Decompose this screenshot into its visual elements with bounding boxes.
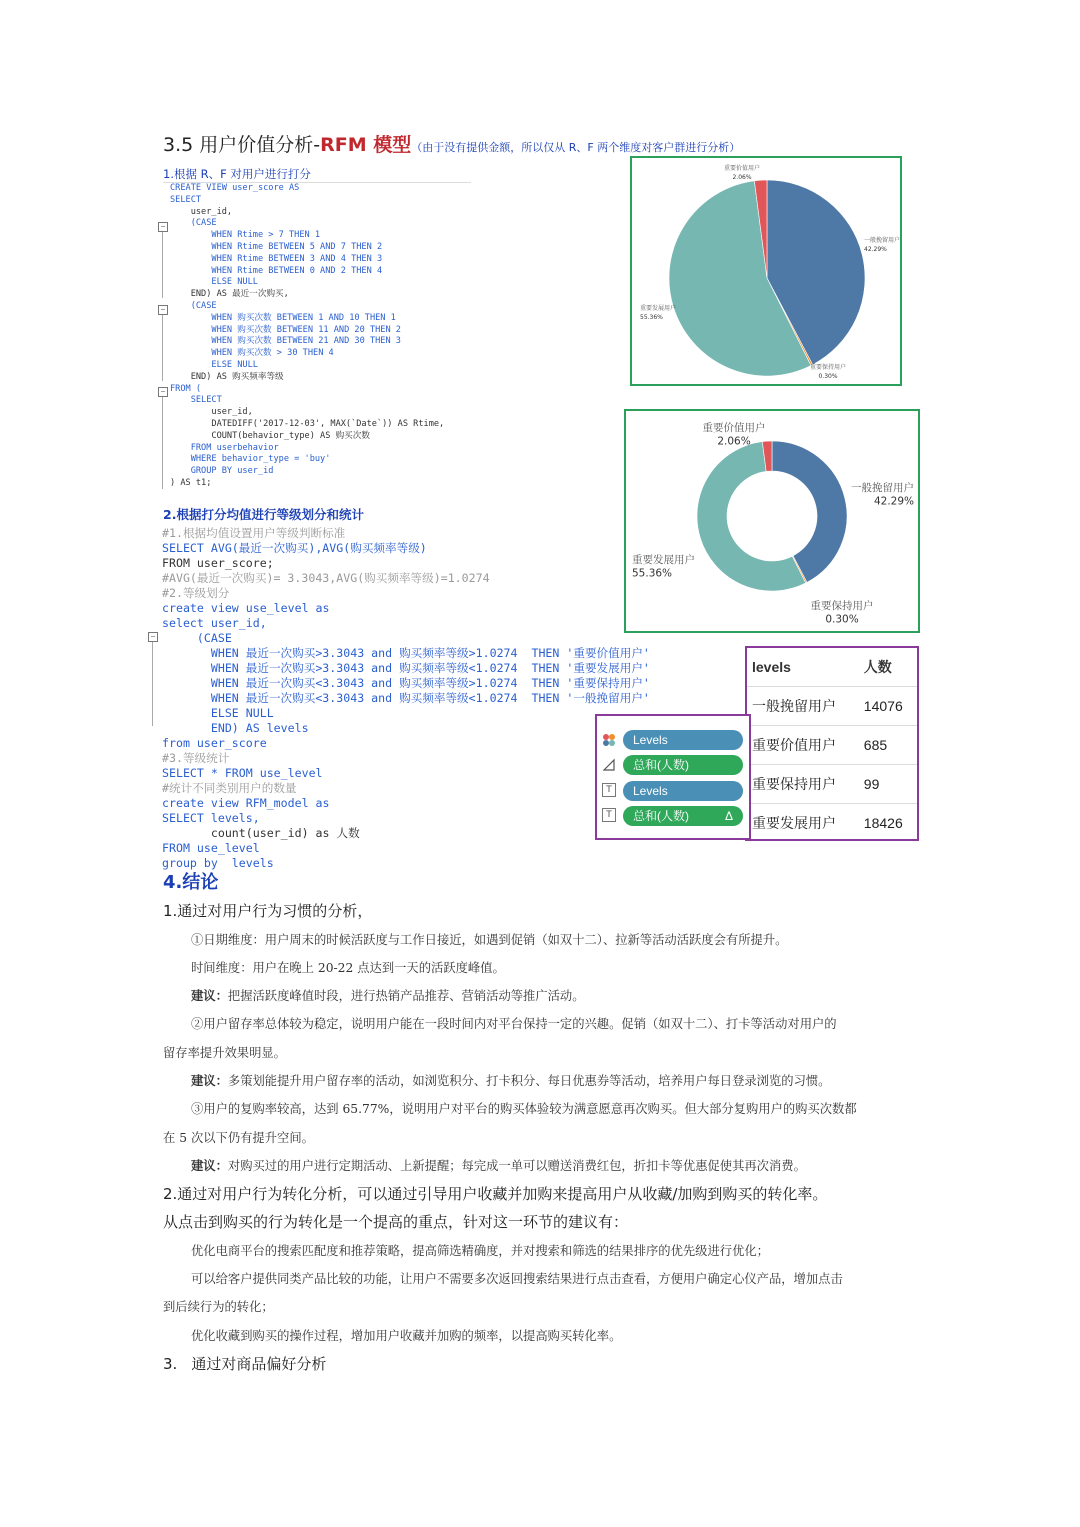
code-line: select user_id, [162,616,267,630]
code-block-2 [162,526,650,871]
code-line: user_id, [170,206,233,217]
fold-toggle[interactable]: − [148,632,158,642]
code-line: #1.根据均值设置用户等级判断标准 [162,526,346,540]
heading-prefix: 3.5 用户价值分析- [163,134,321,156]
slice-value-label: 2.06% [732,174,752,181]
code-block-1 [160,183,470,490]
paragraph: 优化收藏到购买的操作过程，增加用户收藏并加购的频率，以提高购买转化率。 [191,1329,622,1343]
conclusion-point-2: 2.通过对用户行为转化分析，可以通过引导用户收藏并加购来提高用户从收藏/加购到购买的转化率。 [163,1185,828,1203]
pie-chart-frame [630,156,902,386]
section-heading [163,130,740,157]
code-line: from user_score [162,736,267,750]
code-line: CREATE VIEW user_score AS [170,183,300,193]
sum-count-label-pill[interactable] [623,806,743,826]
slice-category-label: 重要保持用户 [810,600,874,612]
suggestion [191,1156,806,1174]
code-line: (CASE [170,300,217,311]
code-line: #2.等级划分 [162,586,230,600]
code-line: SELECT * FROM use_level [162,766,323,780]
cell-level: 一般挽留用户 [747,687,859,726]
code-line: SELECT [170,395,222,406]
slice-category-label: 重要保持用户 [809,364,847,371]
code-line: END) AS 购买频率等级 [170,371,284,382]
slice-category-label: 重要发展用户 [640,305,677,312]
color-dots-icon[interactable] [602,733,616,747]
paragraph: 在 5 次以下仍有提升空间。 [163,1131,314,1145]
donut-chart [626,411,918,631]
donut-chart-frame [624,409,920,633]
code-line: GROUP BY user_id [170,466,274,477]
code-line: WHEN 购买次数 BETWEEN 11 AND 20 THEN 2 [170,324,401,335]
code-line: WHEN 最近一次购买>3.3043 and 购买频率等级>1.0274 THEN '重要价值用户' [162,646,650,660]
levels-pill[interactable]: Levels [623,730,743,750]
suggestion-text: 多策划能提升用户留存率的活动，如浏览积分、打卡积分、每日优惠券等活动，培养用户每日登录浏览的习惯。 [227,1074,831,1088]
fold-toggle[interactable]: − [158,387,168,397]
code-line: WHEN Rtime > 7 THEN 1 [170,230,321,241]
code-line: ) AS t1; [170,477,212,488]
code-line: FROM use_level [162,841,260,855]
code-line: WHEN 最近一次购买>3.3043 and 购买频率等级<1.0274 THEN '重要发展用户' [162,661,650,675]
slice-value-label: 0.30% [818,373,838,380]
code-line: WHEN Rtime BETWEEN 3 AND 4 THEN 3 [170,253,383,264]
paragraph: 到后续行为的转化； [163,1300,274,1314]
code-line: WHEN Rtime BETWEEN 5 AND 7 THEN 2 [170,241,383,252]
levels-label-pill[interactable]: Levels [623,781,743,801]
paragraph: ①日期维度：用户周末的时候活跃度与工作日接近，如遇到促销（如双十二）、拉新等活动活跃度会有所提升。 [191,933,788,947]
levels-table [745,646,919,841]
code-line: FROM userbehavior [170,442,279,453]
code-line: user_id, [170,407,253,418]
code-line: WHEN Rtime BETWEEN 0 AND 2 THEN 4 [170,265,383,276]
code-line: (CASE [170,218,217,229]
code-line: WHEN 购买次数 BETWEEN 1 AND 10 THEN 1 [170,312,396,323]
code-line: #AVG(最近一次购买)= 3.3043,AVG(购买频率等级)=1.0274 [162,571,490,585]
slice-category-label: 一般挽留用户 [864,237,900,244]
angle-icon[interactable] [602,758,616,772]
code-line: ELSE NULL [162,706,274,720]
suggestion-text: 把握活跃度峰值时段，进行热销产品推荐、营销活动等推广活动。 [227,989,585,1003]
conclusion-point-3 [163,1353,326,1374]
table-row [747,804,917,843]
code-line: create view use_level as [162,601,330,615]
code-line: WHEN 最近一次购买<3.3043 and 购买频率等级>1.0274 THEN '重要保持用户' [162,676,650,690]
slice-value-label: 55.36% [632,567,673,580]
slice-value-label: 2.06% [717,435,751,448]
step2-title: 2.根据打分均值进行等级划分和统计 [163,507,364,522]
code-line: SELECT levels, [162,811,260,825]
slice-category-label: 重要价值用户 [723,165,761,172]
pie-chart [632,158,900,384]
suggestion-label: 建议： [191,989,228,1003]
code-line: ELSE NULL [170,277,258,288]
conclusion-point-1: 1.通过对用户行为习惯的分析， [163,902,373,920]
code-line: WHEN 购买次数 BETWEEN 21 AND 30 THEN 3 [170,336,401,347]
delta-icon: Δ [724,809,733,823]
pill-label: 总和(人数) [633,809,689,823]
code-line: #3.等级统计 [162,751,230,765]
code-line: #统计不同类别用户的数量 [162,781,297,795]
suggestion [191,1071,830,1089]
paragraph: ②用户留存率总体较为稳定，说明用户能在一段时间内对平台保持一定的兴趣。促销（如双十二）、打卡等活动对用户的 [191,1017,837,1031]
paragraph: 留存率提升效果明显。 [163,1046,286,1060]
fold-line [152,642,153,726]
code-line: SELECT AVG(最近一次购买),AVG(购买频率等级) [162,541,427,555]
code-line: WHERE behavior_type = 'buy' [170,454,331,465]
heading-note: （由于没有提供金额，所以仅从 R、F 两个维度对客户群进行分析） [411,141,741,154]
paragraph: 可以给客户提供同类产品比较的功能，让用户不需要多次返回搜索结果进行点击查看，方便用户确定心仪产品，增加点击 [191,1272,843,1286]
suggestion-label: 建议： [191,1074,228,1088]
code-line: ELSE NULL [170,359,258,370]
cell-count: 99 [859,765,917,804]
code-line: END) AS levels [162,721,309,735]
table-row [747,765,917,804]
slice-value-label: 0.30% [825,613,859,626]
text-mark-icon[interactable]: T [602,808,616,822]
code-line: FROM ( [170,383,202,394]
conclusion-point-2b: 从点击到购买的行为转化是一个提高的重点，针对这一环节的建议有： [163,1213,629,1231]
slice-category-label: 重要发展用户 [632,554,695,566]
sum-count-pill[interactable]: 总和(人数) [623,755,743,775]
cell-level: 重要发展用户 [752,815,836,831]
slice-value-label: 42.29% [873,495,914,508]
table-row [747,726,917,765]
point-number: 3. [163,1355,178,1373]
code-line: FROM user_score; [162,556,274,570]
code-line: create view RFM_model as [162,796,330,810]
slice-category-label: 重要价值用户 [702,422,766,434]
fold-toggle[interactable]: − [158,222,168,232]
code-line: WHEN 最近一次购买<3.3043 and 购买频率等级<1.0274 THEN '一般挽留用户' [162,691,650,705]
conclusion-title: 4.结论 [163,872,219,893]
cell-count: 18426 [863,815,903,831]
code-line: COUNT(behavior_type) AS 购买次数 [170,430,370,441]
cell-count: 685 [859,726,917,765]
data-table [747,648,917,842]
heading-rfm: RFM 模型 [320,134,412,156]
slice-category-label: 一般挽留用户 [851,482,914,494]
code-line: count(user_id) as 人数 [162,826,360,840]
header-levels: levels [747,648,859,687]
cell-count: 14076 [859,687,917,726]
cell-level: 重要保持用户 [747,765,859,804]
suggestion-text: 对购买过的用户进行定期活动、上新提醒；每完成一单可以赠送消费红包，折扣卡等优惠促使其再次消费。 [227,1159,806,1173]
code-line: SELECT [170,194,202,205]
header-count: 人数 [859,648,917,687]
paragraph: 优化电商平台的搜索匹配度和推荐策略，提高筛选精确度，并对搜索和筛选的结果排序的优先级进行优化； [191,1244,769,1258]
slice-value-label: 42.29% [864,246,887,253]
table-row [747,687,917,726]
code-line: END) AS 最近一次购买, [170,289,289,300]
marks-shelf [595,714,751,840]
cell-level: 重要价值用户 [747,726,859,765]
suggestion-label: 建议： [191,1159,228,1173]
paragraph: ③用户的复购率较高，达到 65.77%，说明用户对平台的购买体验较为满意愿意再次购买。但大部分复购用户的购买次数都 [191,1102,857,1116]
code-line: WHEN 购买次数 > 30 THEN 4 [170,348,334,359]
code-line: group by levels [162,856,274,870]
step1-title: 1.根据 R、F 对用户进行打分 [163,167,311,181]
slice-value-label: 55.36% [640,314,663,321]
table-header-row [747,648,917,687]
code-line: (CASE [162,631,232,645]
fold-toggle[interactable]: − [158,305,168,315]
point-text: 通过对商品偏好分析 [191,1355,327,1373]
code-line: DATEDIFF('2017-12-03', MAX(`Date`)) AS Rtime, [170,418,445,429]
suggestion [191,986,585,1004]
text-mark-icon[interactable]: T [602,783,616,797]
paragraph: 时间维度：用户在晚上 20-22 点达到一天的活跃度峰值。 [191,961,505,975]
